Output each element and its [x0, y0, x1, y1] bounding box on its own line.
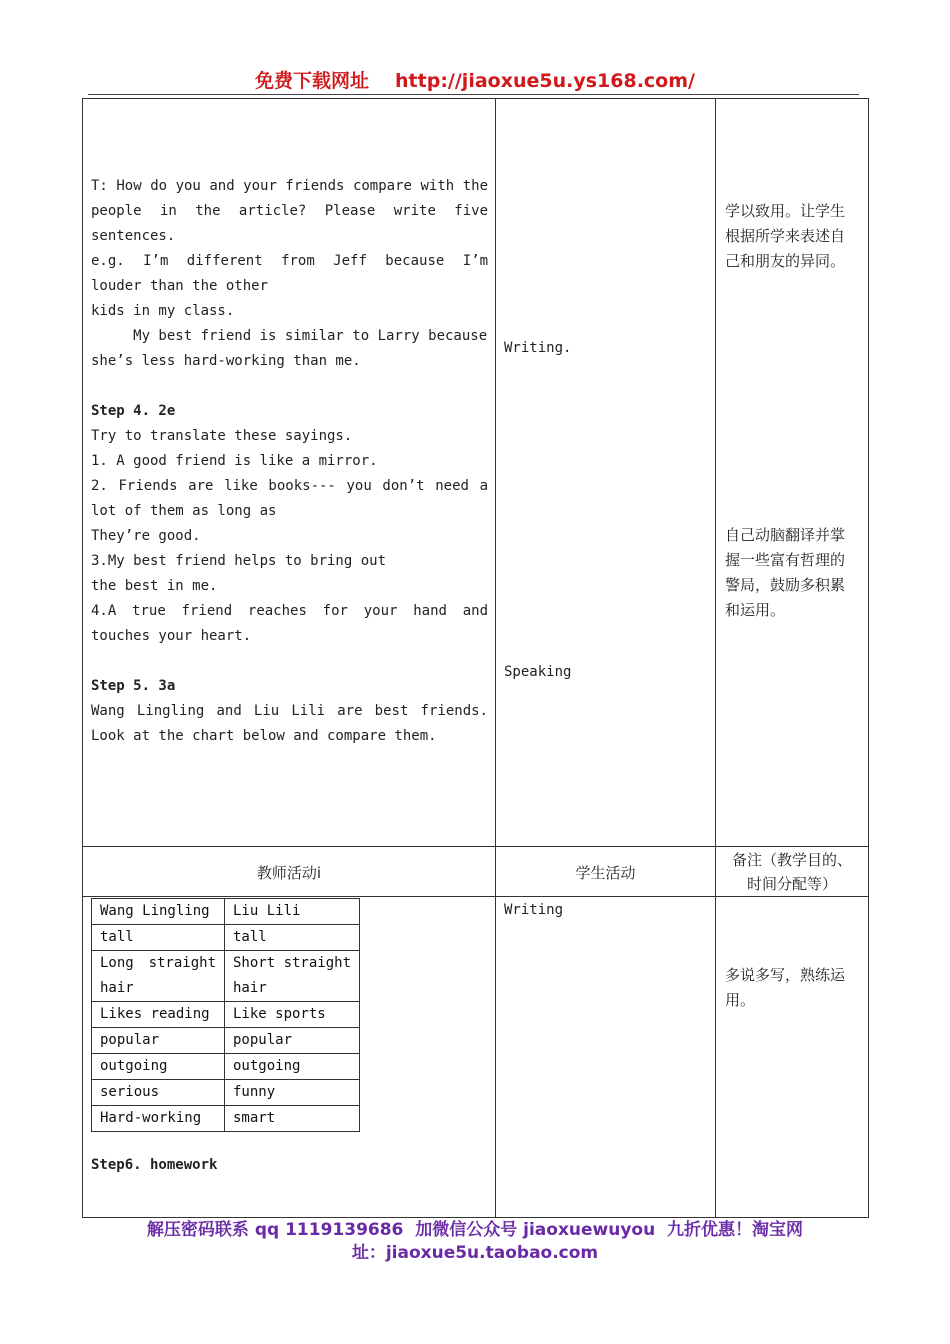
table-cell: Likes reading	[92, 1002, 225, 1028]
table-row	[92, 1054, 360, 1080]
table-cell: serious	[92, 1080, 225, 1106]
table-row	[92, 1002, 360, 1028]
table-cell: smart	[225, 1106, 360, 1132]
text-line: Try to translate these sayings.	[91, 428, 353, 444]
student-activity-cell-bottom	[495, 896, 716, 1218]
table-cell: tall	[225, 925, 360, 951]
text-line: 3.My best friend helps to bring out	[91, 553, 387, 569]
student-activity-header-cell	[495, 846, 716, 897]
table-row	[92, 1028, 360, 1054]
text-line: louder than the other	[91, 278, 269, 294]
note-practice: 多说多写，熟练运 用。	[725, 966, 846, 1009]
text-line: lot of them as long as	[91, 503, 277, 519]
text-line: touches your heart.	[91, 628, 252, 644]
student-speaking-label: Speaking	[504, 664, 572, 680]
comparison-chart-table	[91, 898, 360, 1132]
table-cell: Hard-working	[92, 1106, 225, 1132]
step4-title: Step 4. 2e	[91, 403, 176, 419]
text-line: They’re good.	[91, 528, 201, 544]
header-label: 免费下载网址	[255, 70, 370, 92]
text-line: 4.A true friend reaches for your hand and	[91, 603, 488, 619]
notes-cell-bottom	[715, 896, 869, 1218]
text-line: My best friend is similar to Larry because	[91, 328, 488, 344]
teacher-activity-header-cell	[82, 846, 496, 897]
student-activity-header: 学生活动	[575, 864, 636, 882]
student-writing-label-2: Writing	[504, 902, 564, 918]
table-row	[92, 925, 360, 951]
download-header	[0, 66, 950, 93]
table-row	[92, 1080, 360, 1106]
student-writing-label: Writing.	[504, 340, 572, 356]
footer-line-1: 解压密码联系 qq 1119139686 加微信公众号 jiaoxuewuyou 九折优惠！淘宝网	[146, 1220, 804, 1240]
table-cell: Wang Lingling	[92, 899, 225, 925]
notes-header: 备注（教学目的、 时间分配等）	[731, 851, 852, 893]
table-row	[92, 951, 360, 1002]
table-cell: Long straight hair	[92, 951, 225, 1002]
header-url-link[interactable]: http://jiaoxue5u.ys168.com/	[395, 70, 695, 92]
text-line: T: How do you and your friends compare with the	[91, 178, 488, 194]
text-line: 2. Friends are like books--- you don’t need a	[91, 478, 488, 494]
note-apply-learning: 学以致用。让学生 根据所学来表述自 己和朋友的异同。	[725, 202, 846, 270]
text-line: kids in my class.	[91, 303, 235, 319]
header-rule	[88, 94, 859, 95]
teacher-activity-header: 教师活动ⅰ	[256, 864, 322, 882]
text-line: the best in me.	[91, 578, 218, 594]
text-line: people in the article? Please write five	[91, 203, 488, 219]
student-activity-cell-top	[495, 98, 716, 847]
table-cell: popular	[92, 1028, 225, 1054]
step6-title: Step6. homework	[91, 1157, 218, 1173]
table-cell: Short straight hair	[225, 951, 360, 1002]
notes-header-cell	[715, 846, 869, 897]
notes-cell-top	[715, 98, 869, 847]
text-line: 1. A good friend is like a mirror.	[91, 453, 378, 469]
contact-footer	[0, 1219, 950, 1265]
table-cell: tall	[92, 925, 225, 951]
text-line: e.g. I’m different from Jeff because I’m	[91, 253, 488, 269]
table-row	[92, 899, 360, 925]
footer-line-2[interactable]: 址：jiaoxue5u.taobao.com	[351, 1243, 599, 1263]
step5-title: Step 5. 3a	[91, 678, 176, 694]
text-line: sentences.	[91, 228, 176, 244]
table-row	[92, 1106, 360, 1132]
table-cell: popular	[225, 1028, 360, 1054]
teacher-activity-cell-top	[82, 98, 496, 847]
text-line: Wang Lingling and Liu Lili are best friends.	[91, 703, 488, 719]
table-cell: outgoing	[225, 1054, 360, 1080]
table-cell: funny	[225, 1080, 360, 1106]
note-translate-sayings: 自己动脑翻译并掌 握一些富有哲理的 警局，鼓励多积累 和运用。	[725, 526, 846, 619]
teacher-activity-text	[91, 174, 488, 749]
text-line: she’s less hard-working than me.	[91, 353, 361, 369]
table-cell: Liu Lili	[225, 899, 360, 925]
text-line: Look at the chart below and compare them.	[91, 728, 437, 744]
table-cell: Like sports	[225, 1002, 360, 1028]
table-cell: outgoing	[92, 1054, 225, 1080]
